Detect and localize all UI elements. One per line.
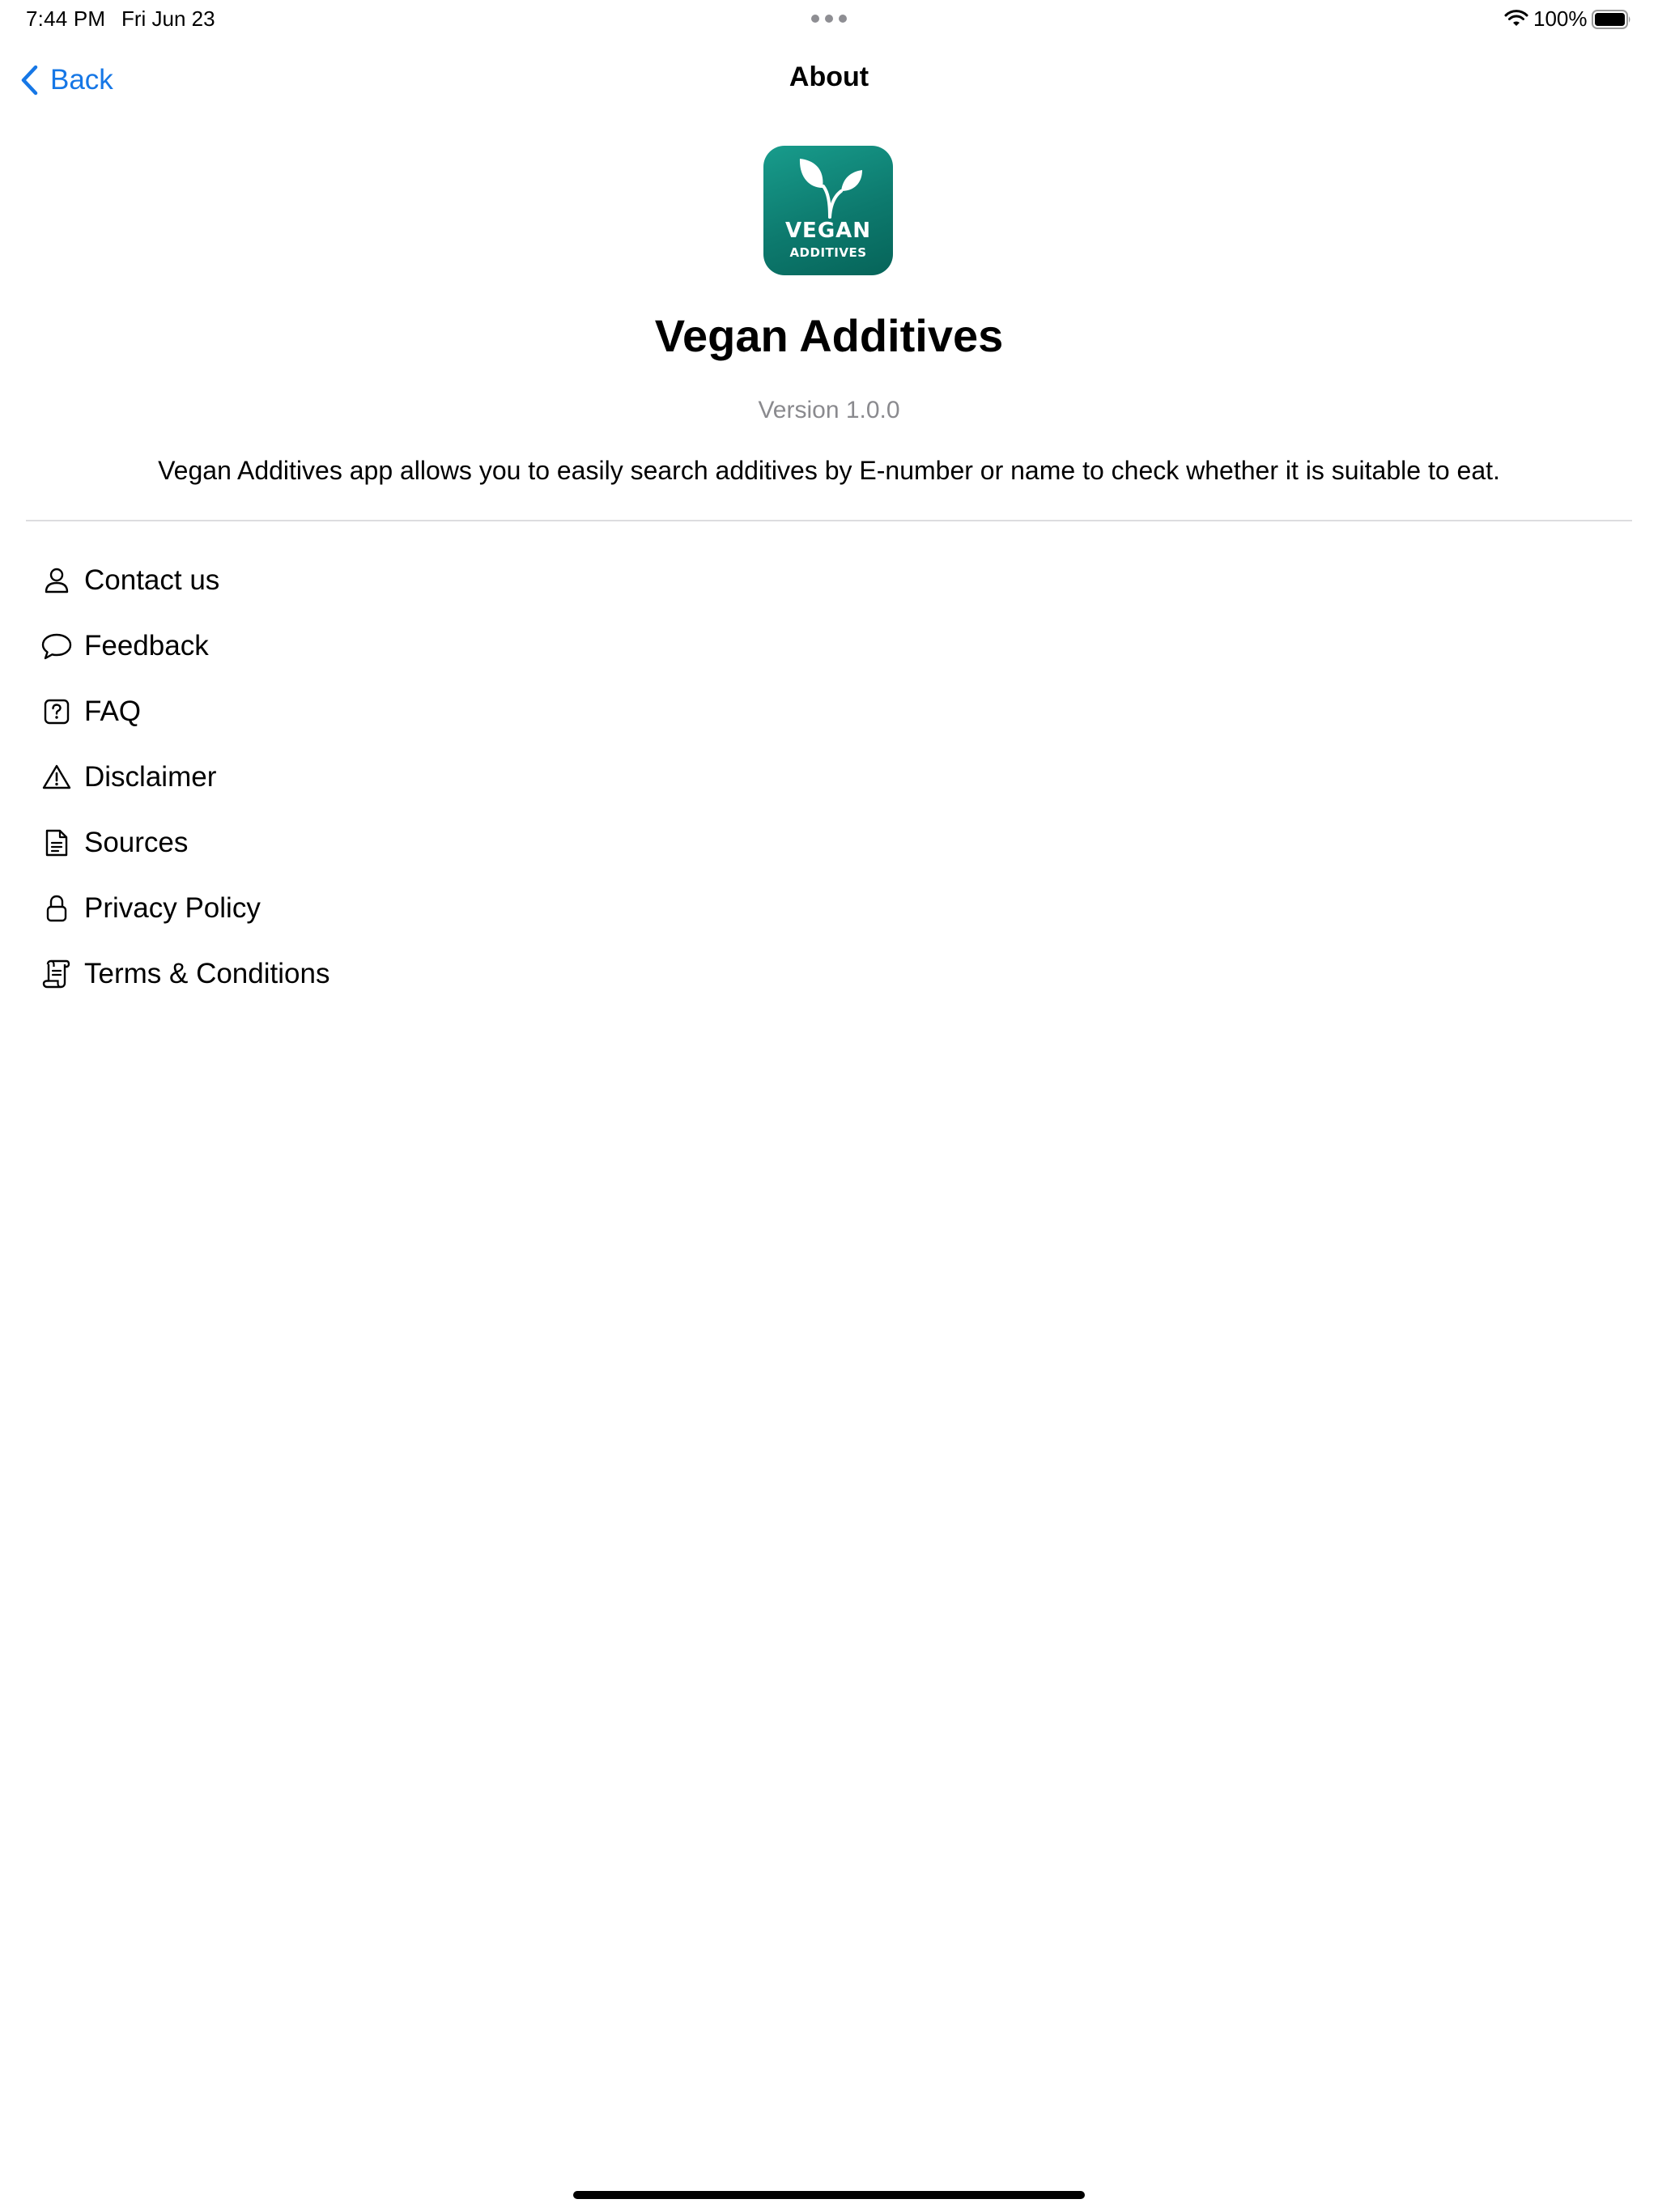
battery-percentage: 100%	[1533, 6, 1588, 31]
menu-item-faq[interactable]	[40, 678, 850, 744]
menu-item-label: Feedback	[84, 629, 209, 661]
menu-item-label: Contact us	[84, 564, 220, 596]
app-name: Vegan Additives	[654, 310, 1004, 361]
menu-item-label: FAQ	[84, 695, 142, 727]
status-bar	[0, 0, 1658, 39]
status-time: 7:44 PM	[26, 6, 106, 31]
battery-icon	[1592, 10, 1632, 29]
page-title: About	[789, 62, 869, 92]
back-label: Back	[50, 64, 113, 96]
app-logo	[763, 146, 893, 275]
logo-text-additives: ADDITIVES	[789, 245, 867, 260]
menu-item-privacy-policy[interactable]	[40, 875, 850, 941]
speech-bubble-icon	[40, 632, 73, 661]
menu-item-disclaimer[interactable]	[40, 744, 850, 810]
menu-item-feedback[interactable]	[40, 613, 850, 678]
menu-item-label: Sources	[84, 826, 189, 858]
about-menu	[40, 547, 850, 1006]
app-description: Vegan Additives app allows you to easily search additives by E-number or name to check whether it is suitable to eat.	[158, 456, 1500, 485]
document-icon	[44, 827, 70, 858]
menu-item-label: Terms & Conditions	[84, 957, 330, 989]
menu-item-contact-us[interactable]	[40, 547, 850, 613]
question-square-icon	[43, 698, 70, 725]
menu-item-label: Disclaimer	[84, 760, 217, 793]
app-version: Version 1.0.0	[758, 397, 900, 423]
person-icon	[42, 566, 71, 595]
home-indicator[interactable]	[573, 2191, 1085, 2199]
warning-triangle-icon	[41, 763, 72, 792]
lock-icon	[45, 893, 69, 924]
menu-item-terms-conditions[interactable]	[40, 941, 850, 1006]
menu-item-label: Privacy Policy	[84, 891, 261, 924]
menu-item-sources[interactable]	[40, 810, 850, 875]
scroll-icon	[40, 958, 73, 990]
status-date: Fri Jun 23	[121, 6, 215, 31]
divider	[26, 520, 1632, 521]
multitasking-dots-icon[interactable]	[811, 15, 847, 23]
wifi-icon	[1504, 10, 1528, 28]
logo-text-vegan: VEGAN	[784, 219, 872, 243]
